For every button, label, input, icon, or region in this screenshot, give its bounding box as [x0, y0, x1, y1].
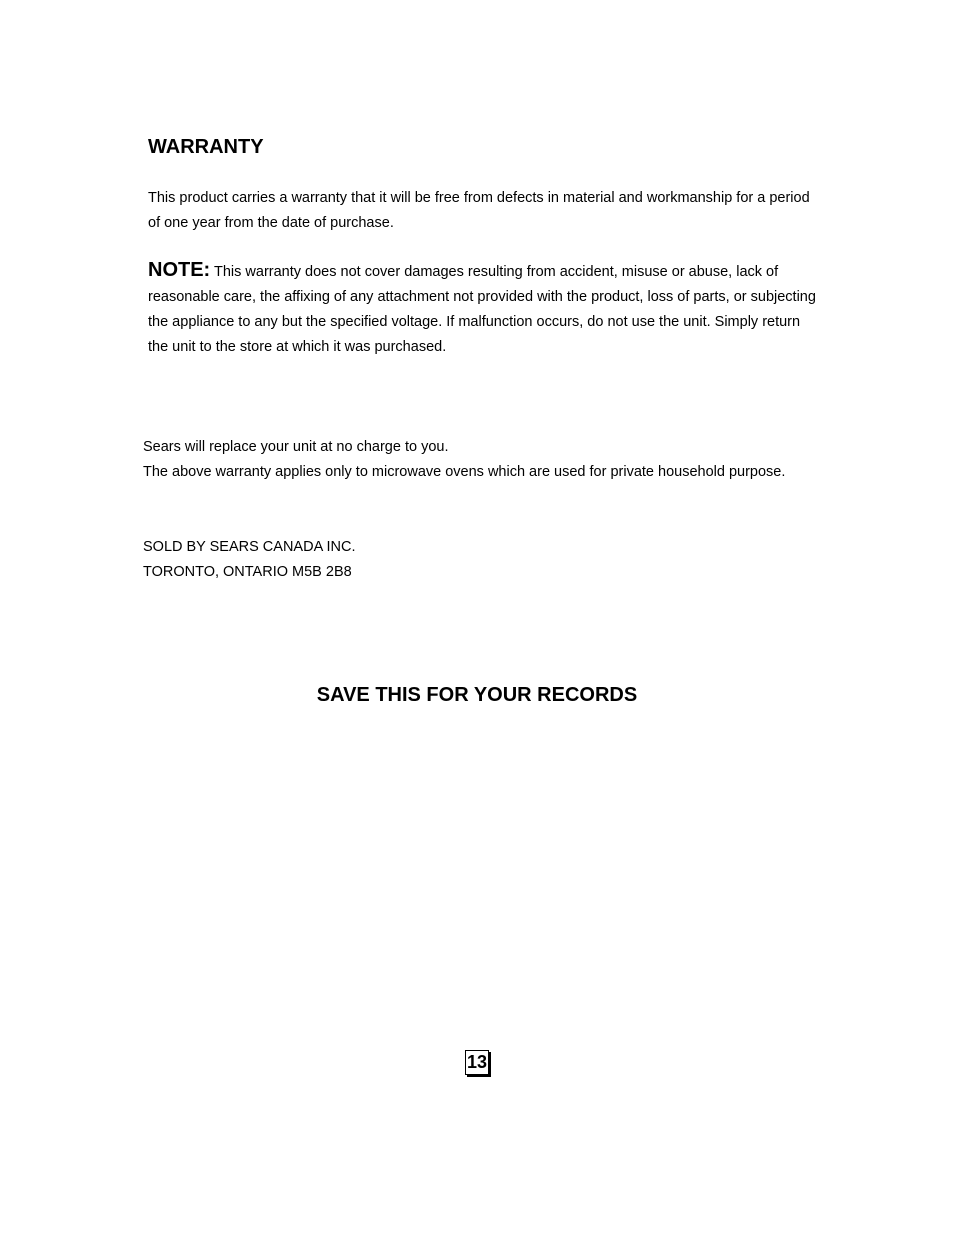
- seller-name: SOLD BY SEARS CANADA INC.: [143, 539, 356, 555]
- replacement-line-1: Sears will replace your unit at no charge to you.: [143, 439, 449, 455]
- warranty-heading: WARRANTY: [148, 136, 264, 158]
- note-text: This warranty does not cover damages resulting from accident, misuse or abuse, lack of reasonable care, the affixing of any attachment not provided with the product, loss of parts, or subjecting the appliance to any but the specified voltage. If malfunction occurs, do not use the unit. Simply return the unit to the store at which it was purchased.: [148, 264, 816, 355]
- warranty-note: [148, 258, 818, 360]
- seller-address: TORONTO, ONTARIO M5B 2B8: [143, 564, 352, 580]
- warranty-intro: This product carries a warranty that it will be free from defects in material and workmanship for a period of one year from the date of purchase.: [148, 190, 810, 231]
- seller-block: [143, 535, 843, 585]
- page-number: 13: [465, 1050, 489, 1075]
- records-notice: SAVE THIS FOR YOUR RECORDS: [316, 684, 638, 706]
- note-label: NOTE:: [148, 259, 211, 281]
- replacement-block: [143, 435, 843, 485]
- replacement-line-2: The above warranty applies only to microwave ovens which are used for private household purpose.: [143, 464, 786, 480]
